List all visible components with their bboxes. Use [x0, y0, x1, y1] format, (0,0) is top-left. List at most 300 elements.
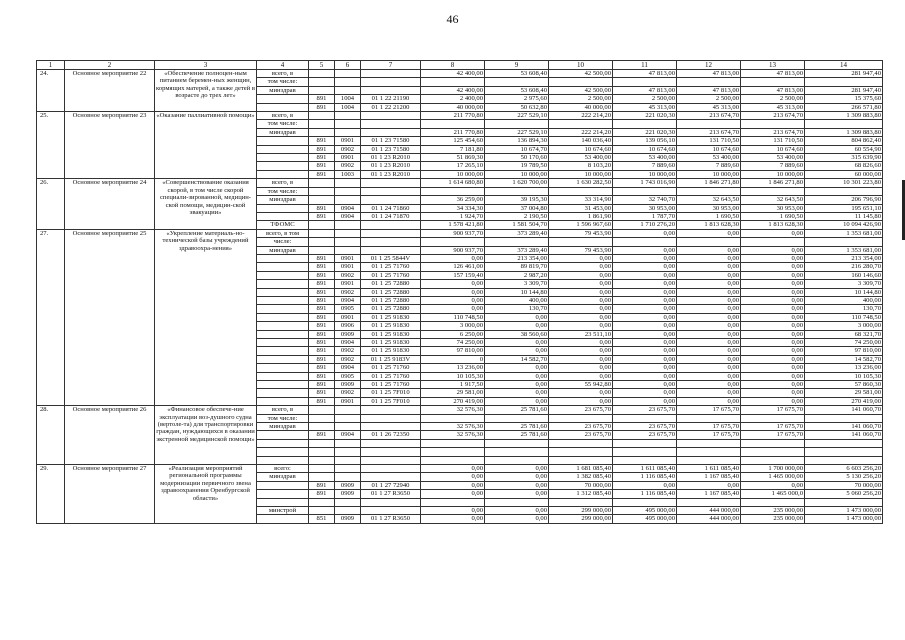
amount-cell — [741, 456, 805, 464]
table-row — [37, 465, 883, 473]
amount-cell: 131 710,50 — [741, 137, 805, 145]
amount-cell: 222 214,20 — [549, 128, 613, 136]
amount-cell: 13 236,00 — [805, 364, 883, 372]
amount-cell: 140 036,40 — [549, 137, 613, 145]
rzpr-cell — [335, 465, 361, 473]
executor-cell — [257, 271, 309, 279]
amount-cell: 17 675,70 — [677, 406, 741, 414]
executor-cell — [257, 397, 309, 405]
table-row — [37, 229, 883, 237]
rzpr-cell — [335, 221, 361, 229]
amount-cell: 30 953,00 — [741, 204, 805, 212]
amount-cell — [421, 187, 485, 195]
amount-cell: 97 810,00 — [421, 347, 485, 355]
csr-cell: 01 1 25 72880 — [361, 305, 421, 313]
rzpr-cell: 1004 — [335, 95, 361, 103]
csr-cell — [361, 78, 421, 86]
amount-cell: 0,00 — [677, 280, 741, 288]
amount-cell: 1 465 000,0 — [741, 490, 805, 498]
amount-cell: 53 400,00 — [613, 154, 677, 162]
row-number: 25. — [37, 112, 65, 179]
executor-cell — [257, 145, 309, 153]
amount-cell: 0,00 — [613, 355, 677, 363]
amount-cell: 0,00 — [485, 515, 549, 523]
amount-cell: 11 145,80 — [805, 212, 883, 220]
amount-cell: 0,00 — [741, 254, 805, 262]
amount-cell — [805, 414, 883, 422]
rzpr-cell: 0904 — [335, 204, 361, 212]
amount-cell: 0 — [421, 355, 485, 363]
amount-cell: 10 000,00 — [741, 170, 805, 178]
amount-cell — [613, 120, 677, 128]
grbs-cell: 891 — [309, 263, 335, 271]
grbs-cell — [309, 221, 335, 229]
amount-cell — [613, 448, 677, 456]
amount-cell: 6 603 256,20 — [805, 465, 883, 473]
header-cell: 8 — [421, 61, 485, 70]
header-cell: 12 — [677, 61, 741, 70]
amount-cell: 0,00 — [421, 280, 485, 288]
amount-cell: 97 810,00 — [805, 347, 883, 355]
amount-cell: 47 813,00 — [613, 70, 677, 78]
grbs-cell — [309, 238, 335, 246]
csr-cell: 01 1 25 71760 — [361, 372, 421, 380]
amount-cell: 1 116 085,40 — [613, 490, 677, 498]
csr-cell — [361, 86, 421, 94]
csr-cell — [361, 238, 421, 246]
amount-cell: 10 000,00 — [549, 170, 613, 178]
amount-cell — [549, 78, 613, 86]
grbs-cell: 891 — [309, 322, 335, 330]
rzpr-cell: 1004 — [335, 103, 361, 111]
amount-cell: 0,00 — [613, 347, 677, 355]
executor-cell — [257, 347, 309, 355]
amount-cell: 0,00 — [549, 263, 613, 271]
amount-cell: 57 860,30 — [805, 381, 883, 389]
amount-cell: 1 710 276,20 — [613, 221, 677, 229]
amount-cell: 213 674,70 — [741, 128, 805, 136]
rzpr-cell — [335, 229, 361, 237]
csr-cell: 01 1 26 72350 — [361, 431, 421, 439]
amount-cell: 0,00 — [677, 481, 741, 489]
executor-cell — [257, 448, 309, 456]
amount-cell — [613, 414, 677, 422]
header-cell: 7 — [361, 61, 421, 70]
budget-table — [36, 60, 883, 524]
amount-cell — [677, 78, 741, 86]
amount-cell: 1 581 504,70 — [485, 221, 549, 229]
amount-cell: 25 781,60 — [485, 423, 549, 431]
amount-cell: 213 354,00 — [805, 254, 883, 262]
amount-cell: 0,00 — [485, 313, 549, 321]
amount-cell: 0,00 — [613, 372, 677, 380]
rzpr-cell — [335, 238, 361, 246]
amount-cell: 40 000,00 — [549, 103, 613, 111]
csr-cell — [361, 112, 421, 120]
amount-cell — [613, 187, 677, 195]
measure-description: «Укрепление материаль-но-технической базы учреждений здравоохра-нения» — [155, 229, 257, 406]
header-row — [37, 61, 883, 70]
amount-cell: 7 181,80 — [421, 145, 485, 153]
amount-cell: 0,00 — [485, 372, 549, 380]
amount-cell: 3 000,00 — [421, 322, 485, 330]
grbs-cell — [309, 456, 335, 464]
amount-cell: 0,00 — [549, 322, 613, 330]
amount-cell — [485, 120, 549, 128]
header-cell: 3 — [155, 61, 257, 70]
amount-cell: 0,00 — [741, 229, 805, 237]
amount-cell: 10 674,60 — [549, 145, 613, 153]
amount-cell: 1 690,50 — [741, 212, 805, 220]
measure-description: «Реализация мероприятий региональной программы модернизации первичного звена здравоохранения Оренбургской области» — [155, 465, 257, 524]
amount-cell — [677, 448, 741, 456]
amount-cell: 42 500,00 — [549, 86, 613, 94]
amount-cell: 10 301 223,80 — [805, 179, 883, 187]
amount-cell: 7 889,60 — [677, 162, 741, 170]
header-cell: 4 — [257, 61, 309, 70]
amount-cell: 29 581,00 — [421, 389, 485, 397]
header-cell: 6 — [335, 61, 361, 70]
amount-cell: 0,00 — [613, 339, 677, 347]
amount-cell: 1 309 883,80 — [805, 112, 883, 120]
amount-cell — [421, 448, 485, 456]
amount-cell: 32 576,30 — [421, 423, 485, 431]
measure-description: «Оказание паллиативной помощи» — [155, 112, 257, 179]
rzpr-cell — [335, 187, 361, 195]
csr-cell: 01 1 23 R2010 — [361, 170, 421, 178]
executor-cell — [257, 305, 309, 313]
amount-cell: 42 400,00 — [421, 70, 485, 78]
amount-cell: 0,00 — [741, 288, 805, 296]
grbs-cell — [309, 86, 335, 94]
amount-cell: 23 511,10 — [549, 330, 613, 338]
amount-cell: 89 819,70 — [485, 263, 549, 271]
amount-cell — [549, 498, 613, 506]
grbs-cell: 891 — [309, 364, 335, 372]
amount-cell: 37 004,80 — [485, 204, 549, 212]
amount-cell: 3 309,70 — [805, 280, 883, 288]
amount-cell: 10 000,00 — [485, 170, 549, 178]
grbs-cell — [309, 414, 335, 422]
rzpr-cell — [335, 414, 361, 422]
amount-cell: 0,00 — [485, 389, 549, 397]
amount-cell: 0,00 — [741, 246, 805, 254]
amount-cell: 1 787,70 — [613, 212, 677, 220]
amount-cell: 60 000,00 — [805, 170, 883, 178]
amount-cell — [485, 414, 549, 422]
amount-cell: 47 813,00 — [677, 86, 741, 94]
amount-cell — [677, 120, 741, 128]
amount-cell: 400,00 — [805, 296, 883, 304]
amount-cell: 141 060,70 — [805, 423, 883, 431]
executor-cell — [257, 263, 309, 271]
amount-cell: 1 353 681,00 — [805, 229, 883, 237]
rzpr-cell — [335, 128, 361, 136]
grbs-cell: 891 — [309, 481, 335, 489]
amount-cell: 0,00 — [549, 355, 613, 363]
amount-cell: 0,00 — [421, 473, 485, 481]
grbs-cell: 891 — [309, 296, 335, 304]
amount-cell: 10 105,30 — [421, 372, 485, 380]
amount-cell: 0,00 — [613, 296, 677, 304]
csr-cell — [361, 423, 421, 431]
amount-cell: 900 937,70 — [421, 229, 485, 237]
header-cell: 2 — [65, 61, 155, 70]
amount-cell: 0,00 — [741, 372, 805, 380]
amount-cell: 0,00 — [613, 364, 677, 372]
csr-cell: 01 1 25 71760 — [361, 271, 421, 279]
amount-cell: 0,00 — [613, 254, 677, 262]
amount-cell: 0,00 — [613, 246, 677, 254]
amount-cell: 0,00 — [741, 322, 805, 330]
executor-cell: всего, в — [257, 406, 309, 414]
grbs-cell — [309, 406, 335, 414]
grbs-cell: 891 — [309, 347, 335, 355]
grbs-cell: 891 — [309, 145, 335, 153]
amount-cell: 17 675,70 — [741, 431, 805, 439]
amount-cell: 0,00 — [421, 296, 485, 304]
amount-cell — [613, 439, 677, 447]
executor-cell: всего, в — [257, 70, 309, 78]
amount-cell: 53 400,00 — [677, 154, 741, 162]
amount-cell: 0,00 — [741, 397, 805, 405]
amount-cell: 0,00 — [741, 389, 805, 397]
grbs-cell: 851 — [309, 515, 335, 523]
amount-cell: 0,00 — [741, 339, 805, 347]
amount-cell: 0,00 — [741, 296, 805, 304]
amount-cell: 141 060,70 — [805, 431, 883, 439]
measure-name: Основное мероприятие 24 — [65, 179, 155, 229]
executor-cell: минздрав — [257, 246, 309, 254]
csr-cell: 01 1 24 71870 — [361, 212, 421, 220]
amount-cell: 299 000,00 — [549, 515, 613, 523]
amount-cell — [677, 456, 741, 464]
amount-cell: 0,00 — [549, 339, 613, 347]
csr-cell — [361, 128, 421, 136]
amount-cell — [805, 187, 883, 195]
amount-cell — [613, 456, 677, 464]
amount-cell: 213 674,70 — [677, 128, 741, 136]
amount-cell: 221 020,30 — [613, 128, 677, 136]
header-cell: 13 — [741, 61, 805, 70]
grbs-cell — [309, 112, 335, 120]
amount-cell: 0,00 — [613, 381, 677, 389]
grbs-cell — [309, 439, 335, 447]
grbs-cell — [309, 473, 335, 481]
amount-cell — [805, 238, 883, 246]
amount-cell: 0,00 — [549, 271, 613, 279]
amount-cell: 0,00 — [741, 381, 805, 389]
amount-cell — [677, 187, 741, 195]
executor-cell: всего, в том — [257, 229, 309, 237]
csr-cell: 01 1 23 R2010 — [361, 162, 421, 170]
amount-cell: 2 500,00 — [677, 95, 741, 103]
amount-cell: 0,00 — [485, 339, 549, 347]
amount-cell: 17 675,70 — [741, 406, 805, 414]
amount-cell: 2 500,00 — [549, 95, 613, 103]
grbs-cell: 891 — [309, 355, 335, 363]
amount-cell: 157 159,40 — [421, 271, 485, 279]
grbs-cell — [309, 179, 335, 187]
executor-cell: том числе: — [257, 78, 309, 86]
amount-cell: 10 674,60 — [613, 145, 677, 153]
grbs-cell: 891 — [309, 288, 335, 296]
header-cell: 11 — [613, 61, 677, 70]
executor-cell — [257, 439, 309, 447]
rzpr-cell: 0902 — [335, 347, 361, 355]
amount-cell: 23 675,70 — [613, 423, 677, 431]
amount-cell: 211 770,80 — [421, 128, 485, 136]
amount-cell: 0,00 — [741, 364, 805, 372]
amount-cell: 281 947,40 — [805, 70, 883, 78]
amount-cell: 227 529,10 — [485, 112, 549, 120]
amount-cell: 130,70 — [805, 305, 883, 313]
amount-cell: 14 582,70 — [485, 355, 549, 363]
rzpr-cell — [335, 246, 361, 254]
amount-cell: 110 748,50 — [805, 313, 883, 321]
executor-cell — [257, 431, 309, 439]
amount-cell: 0,00 — [485, 322, 549, 330]
amount-cell: 0,00 — [485, 347, 549, 355]
csr-cell: 01 1 25 71760 — [361, 381, 421, 389]
amount-cell: 1 620 700,00 — [485, 179, 549, 187]
amount-cell: 1 614 680,80 — [421, 179, 485, 187]
amount-cell: 0,00 — [677, 364, 741, 372]
rzpr-cell — [335, 70, 361, 78]
row-number: 27. — [37, 229, 65, 406]
grbs-cell — [309, 70, 335, 78]
amount-cell: 25 781,60 — [485, 431, 549, 439]
amount-cell — [677, 439, 741, 447]
amount-cell — [485, 498, 549, 506]
amount-cell: 31 453,00 — [549, 204, 613, 212]
amount-cell: 0,00 — [421, 254, 485, 262]
amount-cell: 53 608,40 — [485, 86, 549, 94]
rzpr-cell: 0905 — [335, 305, 361, 313]
amount-cell: 373 289,40 — [485, 229, 549, 237]
amount-cell: 206 796,90 — [805, 196, 883, 204]
rzpr-cell: 0901 — [335, 254, 361, 262]
csr-cell: 01 1 22 21200 — [361, 103, 421, 111]
rzpr-cell: 0902 — [335, 389, 361, 397]
amount-cell — [485, 238, 549, 246]
rzpr-cell: 0901 — [335, 397, 361, 405]
executor-cell: минздрав — [257, 473, 309, 481]
amount-cell: 47 813,00 — [741, 86, 805, 94]
rzpr-cell — [335, 423, 361, 431]
amount-cell: 1 813 628,30 — [741, 221, 805, 229]
amount-cell: 0,00 — [741, 313, 805, 321]
amount-cell: 32 576,30 — [421, 431, 485, 439]
amount-cell — [549, 414, 613, 422]
amount-cell: 270 419,00 — [421, 397, 485, 405]
csr-cell — [361, 448, 421, 456]
amount-cell: 1 611 085,40 — [613, 465, 677, 473]
amount-cell: 400,00 — [485, 296, 549, 304]
amount-cell: 2 190,50 — [485, 212, 549, 220]
amount-cell: 213 674,70 — [677, 112, 741, 120]
amount-cell: 0,00 — [613, 330, 677, 338]
csr-cell: 01 1 24 71860 — [361, 204, 421, 212]
rzpr-cell: 0904 — [335, 212, 361, 220]
grbs-cell: 891 — [309, 490, 335, 498]
grbs-cell — [309, 78, 335, 86]
amount-cell: 0,00 — [613, 288, 677, 296]
amount-cell: 126 461,00 — [421, 263, 485, 271]
grbs-cell: 891 — [309, 372, 335, 380]
amount-cell — [805, 120, 883, 128]
csr-cell: 01 1 25 5844V — [361, 254, 421, 262]
grbs-cell — [309, 448, 335, 456]
amount-cell: 47 813,00 — [677, 70, 741, 78]
amount-cell — [741, 498, 805, 506]
amount-cell: 1 116 085,40 — [613, 473, 677, 481]
amount-cell — [741, 448, 805, 456]
amount-cell: 74 250,00 — [805, 339, 883, 347]
amount-cell: 42 500,00 — [549, 70, 613, 78]
amount-cell: 32 576,30 — [421, 406, 485, 414]
amount-cell: 0,00 — [485, 473, 549, 481]
executor-cell — [257, 515, 309, 523]
amount-cell: 51 869,30 — [421, 154, 485, 162]
rzpr-cell: 0909 — [335, 481, 361, 489]
amount-cell: 39 195,30 — [485, 196, 549, 204]
rzpr-cell: 0902 — [335, 288, 361, 296]
amount-cell: 141 060,70 — [805, 406, 883, 414]
amount-cell: 10 105,30 — [805, 372, 883, 380]
amount-cell: 0,00 — [485, 507, 549, 515]
amount-cell: 50 632,80 — [485, 103, 549, 111]
amount-cell: 1 846 271,80 — [741, 179, 805, 187]
amount-cell: 235 000,00 — [741, 515, 805, 523]
amount-cell: 1 861,90 — [549, 212, 613, 220]
amount-cell: 0,00 — [741, 355, 805, 363]
amount-cell: 266 571,80 — [805, 103, 883, 111]
amount-cell: 32 643,50 — [677, 196, 741, 204]
csr-cell: 01 1 27 72940 — [361, 481, 421, 489]
amount-cell — [549, 238, 613, 246]
amount-cell: 0,00 — [613, 271, 677, 279]
amount-cell — [485, 439, 549, 447]
amount-cell: 0,00 — [549, 305, 613, 313]
executor-cell — [257, 456, 309, 464]
amount-cell: 45 313,00 — [677, 103, 741, 111]
amount-cell: 0,00 — [741, 271, 805, 279]
rzpr-cell — [335, 456, 361, 464]
amount-cell: 7 889,60 — [613, 162, 677, 170]
amount-cell: 70 000,00 — [805, 481, 883, 489]
amount-cell: 1 690,50 — [677, 212, 741, 220]
grbs-cell — [309, 423, 335, 431]
amount-cell — [741, 187, 805, 195]
executor-cell: всего: — [257, 465, 309, 473]
amount-cell: 0,00 — [485, 490, 549, 498]
csr-cell: 01 1 25 72880 — [361, 296, 421, 304]
row-number: 24. — [37, 70, 65, 112]
amount-cell: 42 400,00 — [421, 86, 485, 94]
rzpr-cell — [335, 112, 361, 120]
grbs-cell — [309, 498, 335, 506]
rzpr-cell: 0902 — [335, 271, 361, 279]
amount-cell: 804 862,40 — [805, 137, 883, 145]
amount-cell: 900 937,70 — [421, 246, 485, 254]
amount-cell: 23 675,70 — [549, 431, 613, 439]
executor-cell: минздрав — [257, 128, 309, 136]
header-cell: 5 — [309, 61, 335, 70]
rzpr-cell: 0909 — [335, 330, 361, 338]
amount-cell: 2 500,00 — [613, 95, 677, 103]
amount-cell: 2 975,60 — [485, 95, 549, 103]
